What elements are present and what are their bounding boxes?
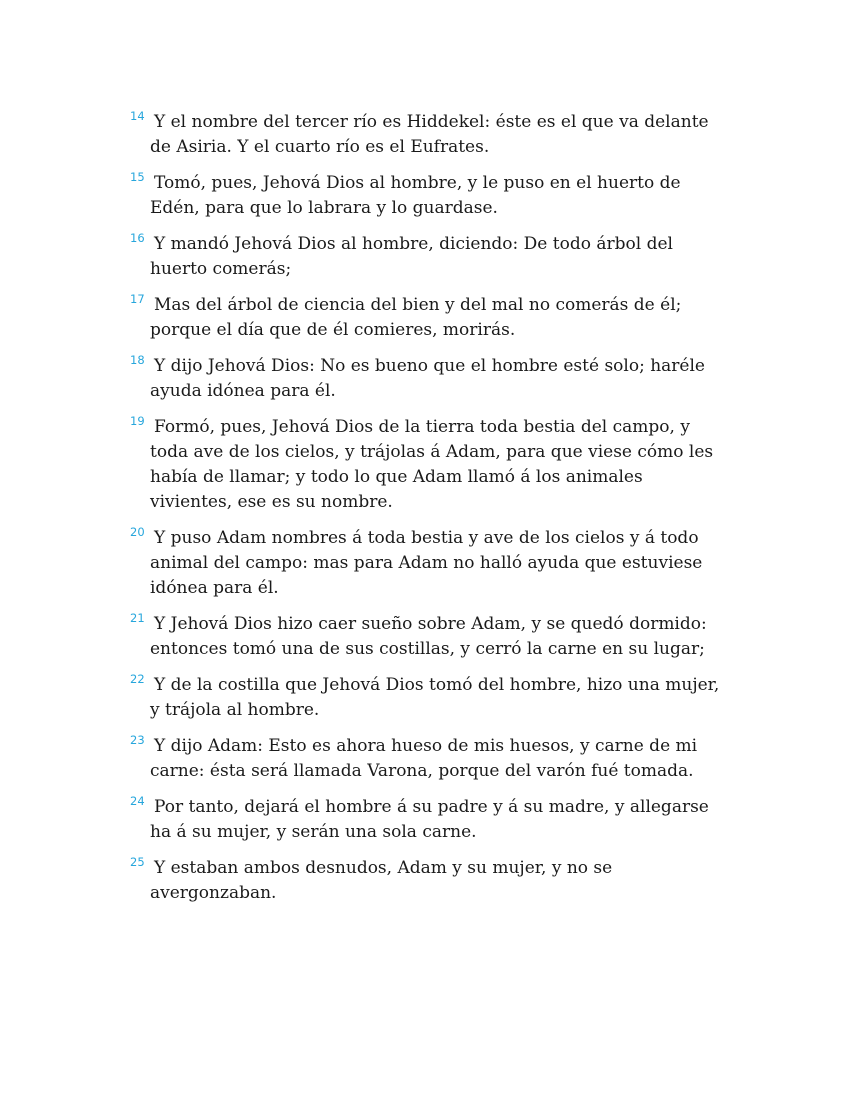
verse-number: 15 — [130, 170, 145, 184]
verse-number: 14 — [130, 109, 145, 123]
verse-14 — [130, 110, 730, 160]
verse-23 — [130, 734, 730, 784]
verse-number: 17 — [130, 292, 145, 306]
verse-22 — [130, 673, 730, 723]
verse-number: 25 — [130, 855, 145, 869]
verse-number: 23 — [130, 733, 145, 747]
verse-16 — [130, 232, 730, 282]
verse-18 — [130, 354, 730, 404]
verse-number: 19 — [130, 414, 145, 428]
verse-text: Mas del árbol de ciencia del bien y del mal no comerás de él; porque el día que de él comieres, morirás. — [150, 295, 682, 340]
verse-text: Y de la costilla que Jehová Dios tomó del hombre, hizo una mujer, y trájola al hombre. — [150, 675, 720, 720]
verse-text: Y mandó Jehová Dios al hombre, diciendo: De todo árbol del huerto comerás; — [150, 234, 673, 279]
verse-number: 22 — [130, 672, 145, 686]
verse-15 — [130, 171, 730, 221]
verse-text: Y dijo Jehová Dios: No es bueno que el hombre esté solo; haréle ayuda idónea para él. — [150, 356, 705, 401]
verse-text: Formó, pues, Jehová Dios de la tierra toda bestia del campo, y toda ave de los cielos, y trájolas á Adam, para que viese cómo les había de llamar; y todo lo que Adam llamó á los animales vivientes, ese es su nombre. — [150, 417, 714, 512]
verse-number: 18 — [130, 353, 145, 367]
verse-number: 20 — [130, 525, 145, 539]
verse-text: Y el nombre del tercer río es Hiddekel: éste es el que va delante de Asiria. Y el cuarto río es el Eufrates. — [150, 112, 709, 157]
verse-text: Y puso Adam nombres á toda bestia y ave de los cielos y á todo animal del campo: mas para Adam no halló ayuda que estuviese idónea para él. — [150, 528, 703, 598]
verse-number: 16 — [130, 231, 145, 245]
verse-17 — [130, 293, 730, 343]
verse-19 — [130, 415, 730, 515]
verse-text: Y dijo Adam: Esto es ahora hueso de mis huesos, y carne de mi carne: ésta será llamada Varona, porque del varón fué tomada. — [150, 736, 698, 781]
verse-24 — [130, 795, 730, 845]
verse-25 — [130, 856, 730, 906]
verse-text: Y Jehová Dios hizo caer sueño sobre Adam, y se quedó dormido: entonces tomó una de sus costillas, y cerró la carne en su lugar; — [150, 614, 707, 659]
verse-number: 21 — [130, 611, 145, 625]
verse-20 — [130, 526, 730, 601]
verse-text: Por tanto, dejará el hombre á su padre y á su madre, y allegarse ha á su mujer, y serán una sola carne. — [150, 797, 709, 842]
verse-21 — [130, 612, 730, 662]
verse-text: Y estaban ambos desnudos, Adam y su mujer, y no se avergonzaban. — [150, 858, 613, 903]
verse-number: 24 — [130, 794, 145, 808]
verse-text: Tomó, pues, Jehová Dios al hombre, y le puso en el huerto de Edén, para que lo labrara y lo guardase. — [150, 173, 681, 218]
scripture-page — [130, 110, 730, 917]
